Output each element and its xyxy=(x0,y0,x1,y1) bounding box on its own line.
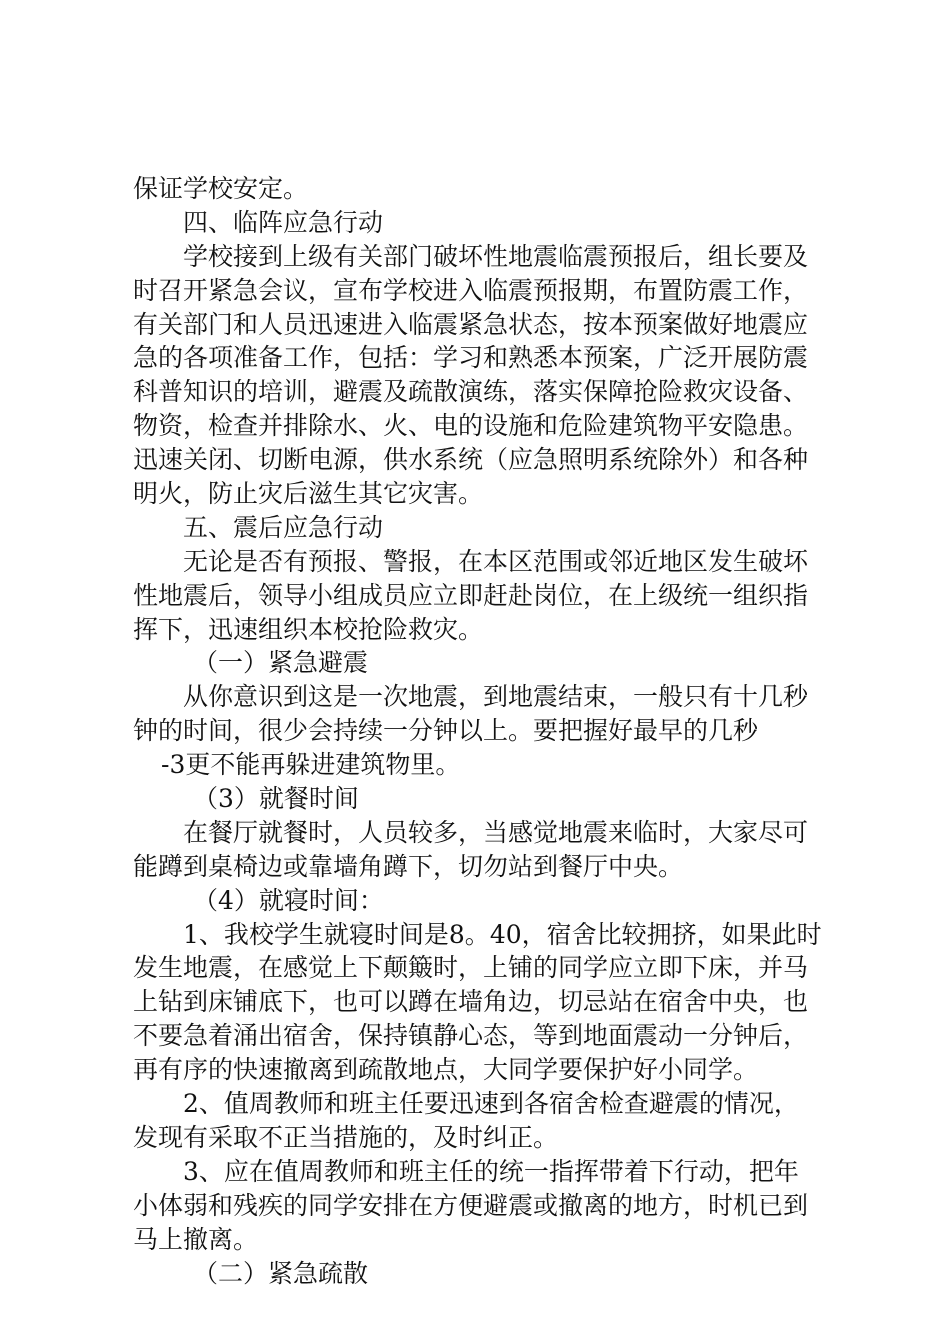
text-line: 能蹲到桌椅边或靠墙角蹲下，切勿站到餐厅中央。 xyxy=(133,851,684,881)
text-line: 科普知识的培训，避震及疏散演练，落实保障抢险救灾设备、 xyxy=(133,377,809,407)
text-line: 发生地震，在感觉上下颠簸时，上铺的同学应立即下床，并马 xyxy=(133,953,809,983)
section-heading: 四、临阵应急行动 xyxy=(183,207,384,237)
text-line: 小体弱和残疾的同学安排在方便避震或撤离的地方，时机已到 xyxy=(133,1190,809,1220)
text-line: 物资，检查并排除水、火、电的设施和危险建筑物平安隐患。 xyxy=(133,411,809,441)
text-line: 时召开紧急会议，宣布学校进入临震预报期，布置防震工作， xyxy=(133,275,809,305)
text-line: 马上撤离。 xyxy=(133,1224,259,1254)
text-line: 急的各项准备工作，包括：学习和熟悉本预案，广泛开展防震 xyxy=(133,343,809,373)
text-line: 学校接到上级有关部门破坏性地震临震预报后，组长要及 xyxy=(183,241,809,271)
text-line: 有关部门和人员迅速进入临震紧急状态，按本预案做好地震应 xyxy=(133,309,809,339)
subsection-heading: （二）紧急疏散 xyxy=(193,1258,369,1288)
text-line: 从你意识到这是一次地震，到地震结束，一般只有十几秒 xyxy=(183,682,809,712)
text-line: 在餐厅就餐时，人员较多，当感觉地震来临时，大家尽可 xyxy=(183,817,809,847)
text-line: 钟的时间，很少会持续一分钟以上。要把握好最早的几秒 xyxy=(133,716,759,746)
text-line: 保证学校安定。 xyxy=(133,174,309,203)
text-line: 无论是否有预报、警报，在本区范围或邻近地区发生破坏 xyxy=(183,546,809,576)
section-heading: 五、震后应急行动 xyxy=(183,512,384,542)
subsection-heading: （4）就寝时间： xyxy=(193,885,384,915)
text-line: 3、应在值周教师和班主任的统一指挥带着下行动，把年 xyxy=(183,1156,799,1186)
text-line: 发现有采取不正当措施的，及时纠正。 xyxy=(133,1122,559,1152)
text-line: 再有序的快速撤离到疏散地点，大同学要保护好小同学。 xyxy=(133,1055,759,1085)
text-line: 挥下，迅速组织本校抢险救灾。 xyxy=(133,614,484,644)
text-line: 明火，防止灾后滋生其它灾害。 xyxy=(133,479,484,509)
text-line: 上钻到床铺底下，也可以蹲在墙角边，切忌站在宿舍中央，也 xyxy=(133,987,809,1017)
text-line: 不要急着涌出宿舍，保持镇静心态，等到地面震动一分钟后， xyxy=(133,1021,809,1051)
text-line: 1、我校学生就寝时间是8。40，宿舍比较拥挤，如果此时 xyxy=(183,919,822,949)
subsection-heading: （3）就餐时间 xyxy=(193,784,359,814)
document-body xyxy=(133,172,823,1290)
text-line: -3更不能再躲进建筑物里。 xyxy=(161,750,461,780)
subsection-heading: （一）紧急避震 xyxy=(193,648,369,678)
text-line: 2、值周教师和班主任要迅速到各宿舍检查避震的情况， xyxy=(183,1089,799,1119)
text-line: 迅速关闭、切断电源，供水系统（应急照明系统除外）和各种 xyxy=(133,445,809,475)
text-line: 性地震后，领导小组成员应立即赶赴岗位，在上级统一组织指 xyxy=(133,580,809,610)
